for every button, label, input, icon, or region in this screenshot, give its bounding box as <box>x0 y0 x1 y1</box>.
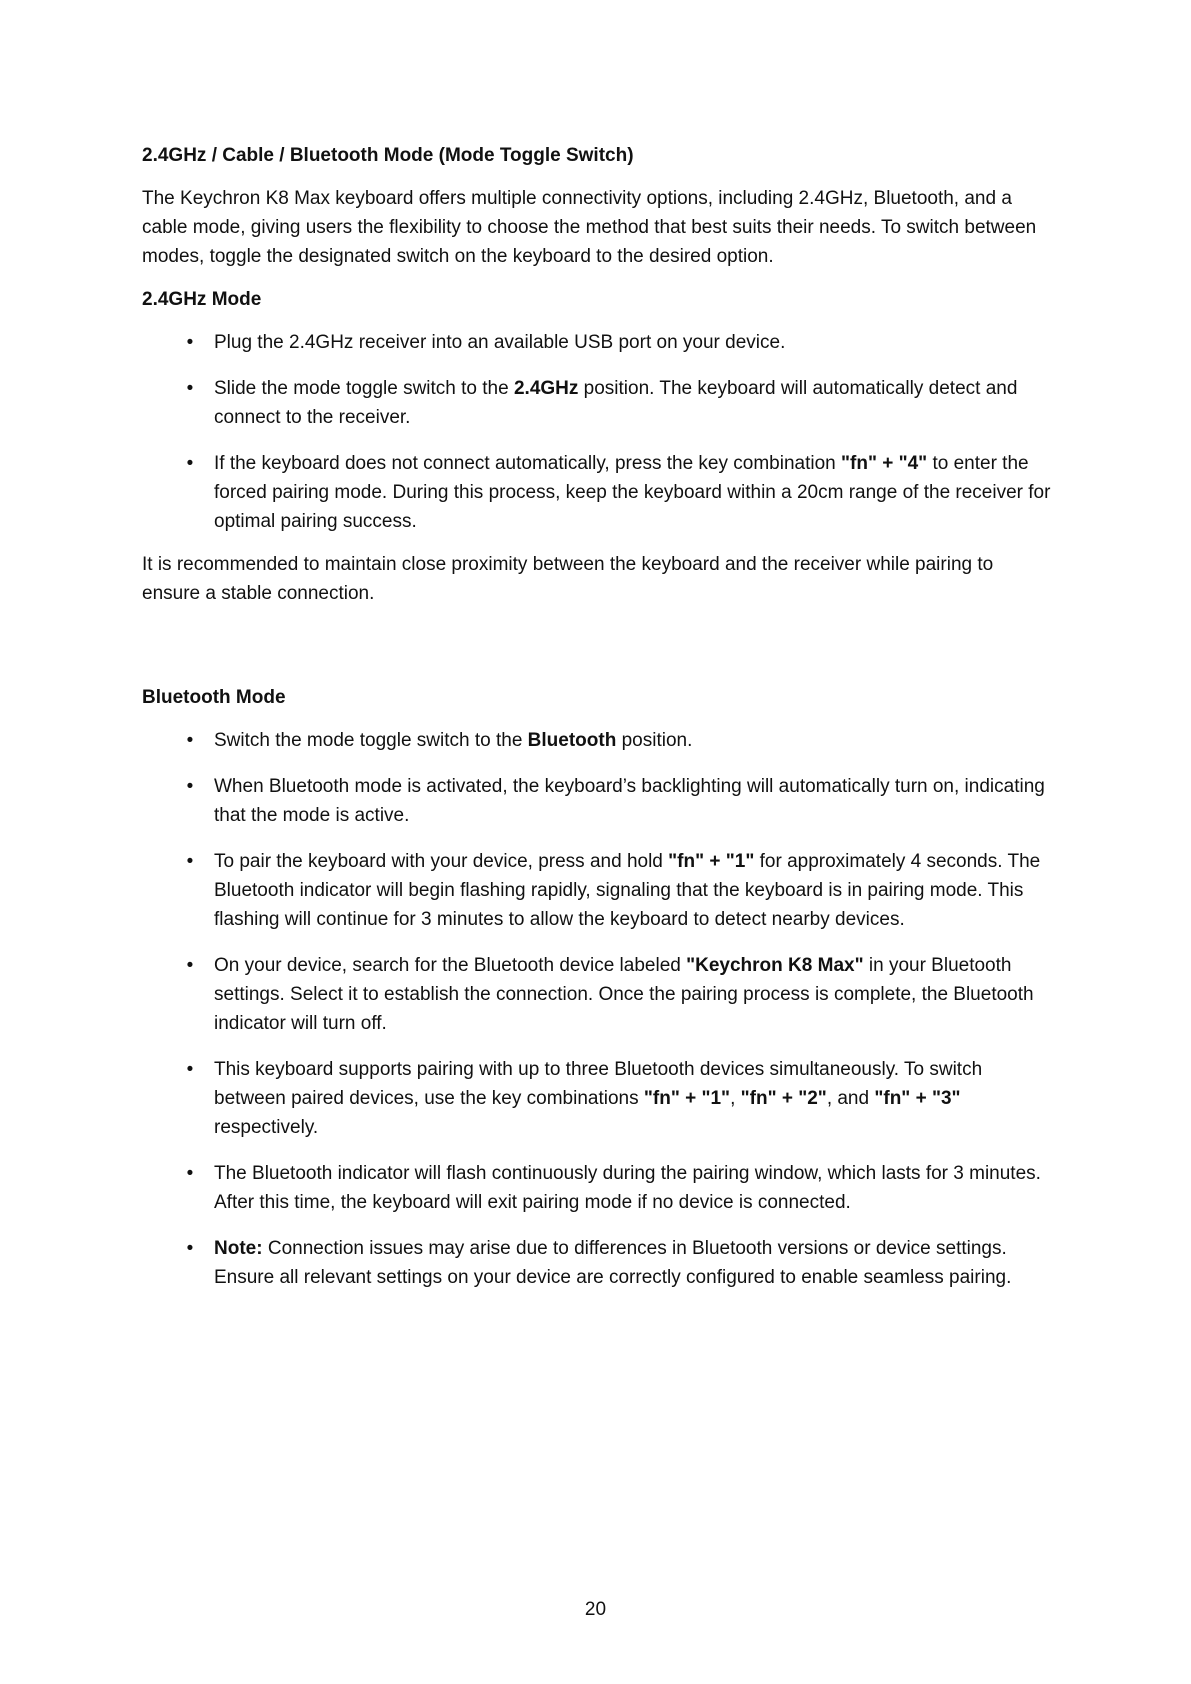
key-combination: "fn" + "1" <box>643 1088 731 1109</box>
list-item <box>142 374 1052 432</box>
bluetooth-mode-heading: Bluetooth Mode <box>142 687 286 708</box>
list-item-text: to enter the forced pairing mode. During this process, keep the keyboard within a 20cm range of the receiver for optimal pairing success. <box>214 453 1051 532</box>
emphasis-text: 2.4GHz <box>513 378 579 399</box>
key-combination: "fn" + "4" <box>841 453 928 474</box>
list-item <box>142 328 1052 357</box>
bullet-icon: • <box>186 453 194 474</box>
ghz-steps-list <box>142 328 1052 536</box>
bullet-icon: • <box>186 378 194 399</box>
list-item-text: Plug the 2.4GHz receiver into an available USB port on your device. <box>214 332 786 353</box>
key-combination: "fn" + "2" <box>740 1088 827 1109</box>
list-item-text: position. <box>616 730 693 751</box>
bullet-icon: • <box>186 776 194 797</box>
bullet-icon: • <box>186 1059 194 1080</box>
bullet-icon: • <box>186 955 194 976</box>
mode-intro-paragraph: The Keychron K8 Max keyboard offers multiple connectivity options, including 2.4GHz, Bluetooth, and a cable mode, giving users the flexibility to choose the method that best suits their needs. To switch between modes, toggle the designated switch on the keyboard to the desired option. <box>142 188 1037 267</box>
bullet-icon: • <box>186 851 194 872</box>
list-item <box>142 951 1052 1038</box>
list-item-text: When Bluetooth mode is activated, the keyboard’s backlighting will automatically turn on, indicating that the mode is active. <box>214 776 1045 826</box>
list-item <box>142 1159 1052 1217</box>
list-item-text: If the keyboard does not connect automatically, press the key combination <box>214 453 841 474</box>
list-item-text: Switch the mode toggle switch to the <box>214 730 528 751</box>
list-item <box>142 1055 1052 1142</box>
list-item <box>142 449 1052 536</box>
bullet-icon: • <box>186 730 194 751</box>
list-item-text: Slide the mode toggle switch to the <box>214 378 514 399</box>
ghz-mode-heading: 2.4GHz Mode <box>142 289 262 310</box>
note-label: Note: <box>214 1238 263 1259</box>
bluetooth-steps-list <box>142 726 1052 1292</box>
page-content <box>142 141 1052 1306</box>
list-item-text: Connection issues may arise due to differences in Bluetooth versions or device settings. Ensure all relevant settings on your device are correctly configured to enable seamless pairing. <box>214 1238 1012 1288</box>
list-item <box>142 772 1052 830</box>
mode-section-title: 2.4GHz / Cable / Bluetooth Mode (Mode Toggle Switch) <box>142 145 634 166</box>
list-item <box>142 1234 1052 1292</box>
list-item-text: To pair the keyboard with your device, press and hold <box>214 851 669 872</box>
list-item <box>142 847 1052 934</box>
list-item-text: for approximately 4 seconds. The Bluetooth indicator will begin flashing rapidly, signaling that the keyboard is in pairing mode. This flashing will continue for 3 minutes to allow the keyboard to detect nearby devices. <box>214 851 1041 930</box>
page-number: 20 <box>584 1599 607 1620</box>
device-name: "Keychron K8 Max" <box>686 955 864 976</box>
section-spacer <box>142 622 1052 683</box>
list-item-text: , and <box>826 1088 875 1109</box>
list-item-text: This keyboard supports pairing with up to three Bluetooth devices simultaneously. To switch between paired devices, use the key combinations <box>214 1059 983 1109</box>
list-item-text: position. The keyboard will automatically detect and connect to the receiver. <box>214 378 1018 428</box>
list-item-text: respectively. <box>214 1117 319 1138</box>
key-combination: "fn" + "1" <box>668 851 755 872</box>
list-item-text: On your device, search for the Bluetooth device labeled <box>214 955 687 976</box>
list-item-text: in your Bluetooth settings. Select it to establish the connection. Once the pairing process is complete, the Bluetooth indicator will turn off. <box>214 955 1034 1034</box>
emphasis-text: Bluetooth <box>527 730 617 751</box>
ghz-recommendation-paragraph: It is recommended to maintain close proximity between the keyboard and the receiver while pairing to ensure a stable connection. <box>142 554 994 604</box>
key-combination: "fn" + "3" <box>874 1088 961 1109</box>
bullet-icon: • <box>186 1163 194 1184</box>
bullet-icon: • <box>186 332 194 353</box>
list-item-text: The Bluetooth indicator will flash continuously during the pairing window, which lasts for 3 minutes. After this time, the keyboard will exit pairing mode if no device is connected. <box>214 1163 1041 1213</box>
list-item <box>142 726 1052 755</box>
list-item-text: , <box>730 1088 741 1109</box>
bullet-icon: • <box>186 1238 194 1259</box>
